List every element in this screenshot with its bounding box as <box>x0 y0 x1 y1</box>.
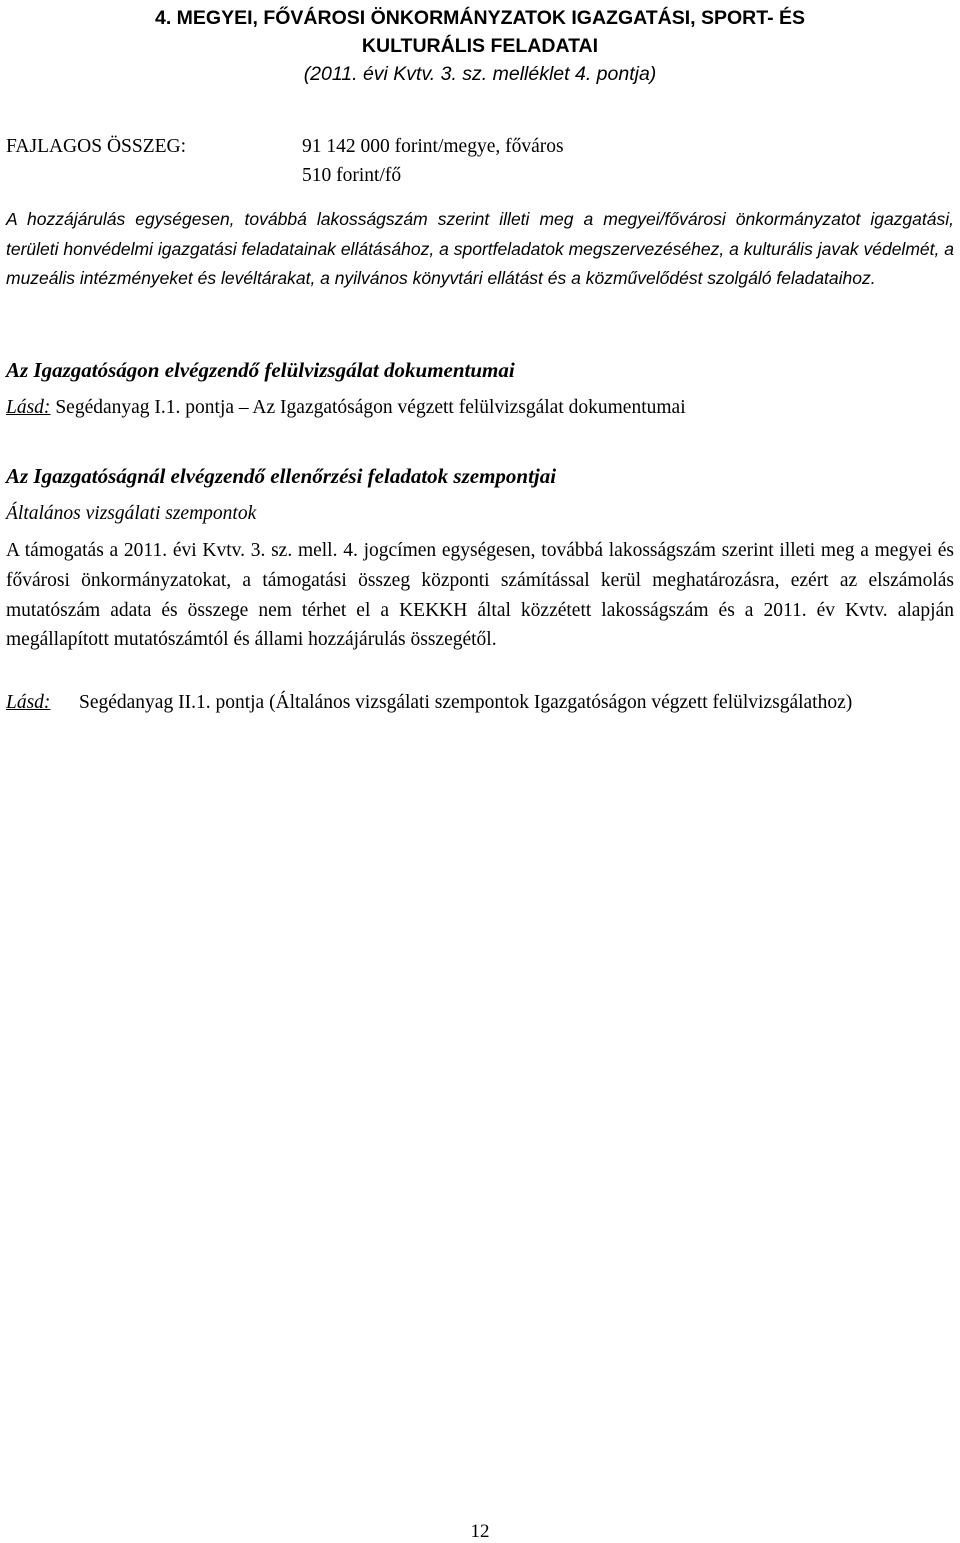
document-title <box>6 4 954 60</box>
reference-text: Segédanyag II.1. pontja (Általános vizsgálati szempontok Igazgatóságon végzett felülvizsgálathoz) <box>79 692 853 713</box>
amount-value-per-person: 510 forint/fő <box>302 165 402 186</box>
reference-label: Lásd: <box>6 397 51 418</box>
document-page <box>6 0 954 1542</box>
reference-label: Lásd: <box>6 692 51 713</box>
section2-reference <box>6 688 954 718</box>
title-line-2: KULTURÁLIS FELADATAI <box>361 35 599 57</box>
section1-heading: Az Igazgatóságon elvégzendő felülvizsgálat dokumentumai <box>6 358 515 382</box>
section2-heading: Az Igazgatóságnál elvégzendő ellenőrzési feladatok szempontjai <box>6 464 557 488</box>
reference-text: Segédanyag I.1. pontja – Az Igazgatóságon végzett felülvizsgálat dokumentumai <box>55 397 686 418</box>
section2-subheading: Általános vizsgálati szempontok <box>6 503 257 524</box>
amount-value-county: 91 142 000 forint/megye, főváros <box>302 136 564 157</box>
document-subtitle: (2011. évi Kvtv. 3. sz. melléklet 4. pontja) <box>303 63 657 85</box>
intro-paragraph: A hozzájárulás egységesen, továbbá lakosságszám szerint illeti meg a megyei/fővárosi önkormányzatot igazgatási, területi honvédelmi igazgatási feladatainak ellátásához, a sportfeladatok megszervezéséhez, a kulturális javak védelmét, a muzeális intézményeket és levéltárakat, a nyilvános könyvtári ellátást és a közművelődést szolgáló feladataihoz. <box>6 209 954 288</box>
page-number: 12 <box>470 1521 490 1542</box>
amount-label: FAJLAGOS ÖSSZEG: <box>6 136 187 157</box>
section1-reference <box>6 397 686 419</box>
section2-paragraph: A támogatás a 2011. évi Kvtv. 3. sz. mell. 4. jogcímen egységesen, továbbá lakosságszám szerint illeti meg a megyei és fővárosi önkormányzatokat, a támogatási összeg központi számítással kerül meghatározásra, ezért az elszámolás mutatószám adata és összege nem térhet el a KEKKH által közzétett lakosságszám és a 2011. év Kvtv. alapján megállapított mutatószámtól és állami hozzájárulás összegétől. <box>6 540 954 651</box>
amount-values <box>302 132 564 190</box>
title-line-1: 4. MEGYEI, FŐVÁROSI ÖNKORMÁNYZATOK IGAZGATÁSI, SPORT- ÉS <box>154 7 806 29</box>
